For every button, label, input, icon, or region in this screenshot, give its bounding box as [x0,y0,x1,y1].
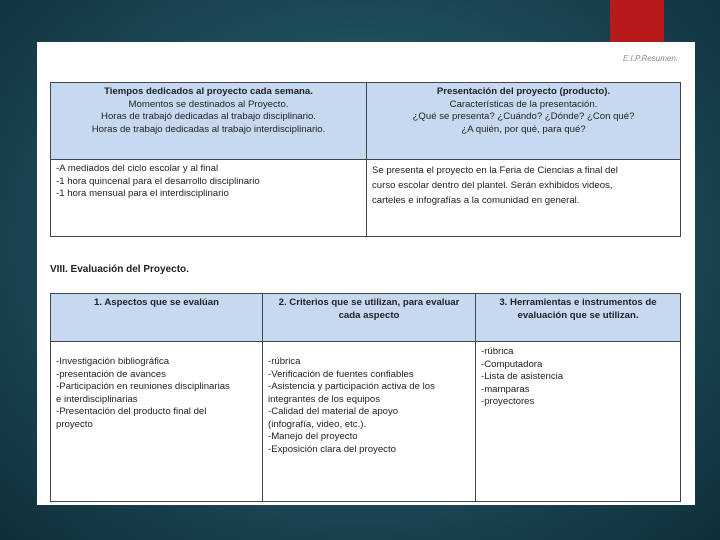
decorative-red-tab [610,0,664,42]
project-time-table [50,82,681,237]
tools-line: -Lista de asistencia [481,371,564,382]
tools-line: -Computadora [481,358,543,370]
tools-header-line: evaluación que se utilizan. [517,309,639,321]
presentation-header-cell [367,83,681,160]
time-header-title: Tiempos dedicados al proyecto cada semana. [104,86,313,97]
time-body-cell [51,160,367,237]
criteria-body-cell [263,342,476,502]
aspects-header-line: 1. Aspectos que se evalúan [94,297,219,308]
presentation-header-line: Características de la presentación. [449,98,598,110]
criteria-line: -Calidad del material de apoyo [268,406,399,417]
presentation-body-cell [367,160,681,237]
criteria-line: -Asistencia y participación activa de los [268,381,435,392]
aspects-line: -Participación en reuniones disciplinarias [56,381,230,392]
aspects-line: -presentación de avances [56,368,166,380]
aspects-line: e interdisciplinarias [56,393,138,405]
tools-line: -proyectores [481,396,535,407]
presentation-header-title: Presentación del proyecto (producto). [436,86,611,97]
tools-body-cell [476,342,681,502]
time-body-line: -1 hora quincenal para el desarrollo disciplinario [56,175,260,187]
time-header-line: Horas de trabajo dedicadas al trabajo interdisciplinario. [91,123,326,135]
evaluation-table [50,293,681,502]
criteria-line: -rúbrica [268,356,301,367]
presentation-header-line: ¿A quién, por qué, para qué? [461,123,586,135]
aspects-line: -Investigación bibliográfica [56,356,170,367]
time-body-line: -A mediados del ciclo escolar y al final [56,163,219,174]
criteria-line: -Manejo del proyecto [268,431,358,442]
presentation-header-line: ¿Qué se presenta? ¿Cuándo? ¿Dónde? ¿Con qué? [412,111,635,122]
time-body-line: -1 hora mensual para el interdisciplinario [56,188,229,199]
tools-header-cell [476,294,681,342]
presentation-body-line: curso escolar dentro del plantel. Serán exhibidos videos, [372,180,613,191]
presentation-body-line: Se presenta el proyecto en la Feria de Ciencias a final del [372,165,618,176]
time-header-cell [51,83,367,160]
tools-line: -mamparas [481,383,530,395]
header-note: E.I.P.Resumen. [623,54,678,63]
aspects-header-cell [51,294,263,342]
criteria-line: integrantes de los equipos [268,393,381,405]
section-title: VIII. Evaluación del Proyecto. [50,264,189,275]
criteria-line: (infografía, video, etc.). [268,418,367,430]
aspects-line: proyecto [56,418,93,430]
presentation-body-line: carteles e infografías a la comunidad en general. [372,195,580,206]
criteria-header-line: cada aspecto [338,309,400,321]
tools-header-line: 3. Herramientas e instrumentos de [499,297,657,308]
slide [37,42,695,505]
aspects-body-cell [51,342,263,502]
time-header-line: Horas de trabajó dedicadas al trabajo disciplinario. [101,111,316,122]
tools-line: -rúbrica [481,346,514,357]
time-header-line: Momentos se destinados al Proyecto. [128,98,289,110]
criteria-header-line: 2. Criterios que se utilizan, para evaluar [278,297,460,308]
criteria-header-cell [263,294,476,342]
aspects-line: -Presentación del producto final del [56,406,207,417]
criteria-line: -Exposición clara del proyecto [268,443,396,455]
criteria-line: -Verificación de fuentes confiables [268,368,414,380]
